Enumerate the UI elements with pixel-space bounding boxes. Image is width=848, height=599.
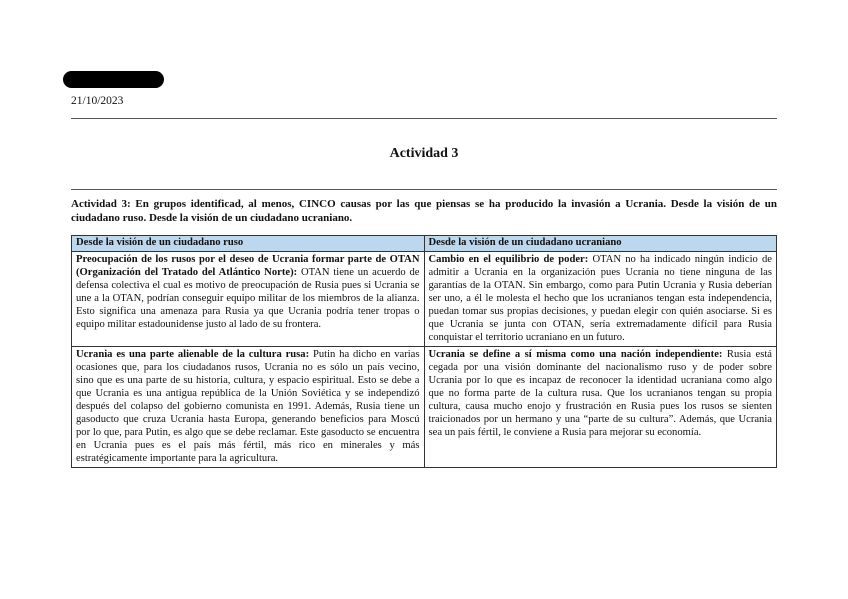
document-date: 21/10/2023 (71, 95, 124, 107)
cell-text: OTAN tiene un acuerdo de defensa colectiva el cual es motivo de preocupación de Rusia pues si Ucrania se une a la OTAN, podrían conseguir equipo militar de los miembros de la alianza. Esto significa una amenaza para Rusia ya que Ucrania podría tener tropas o equipo militar estadounidense justo al lado de su frontera. (76, 267, 420, 330)
table-cell (72, 252, 425, 347)
cell-title: Ucrania se define a sí misma como una nación independiente: (428, 349, 723, 360)
cell-text: OTAN no ha indicado ningún indicio de admitir a Ucrania en la organización pues Ucrania no tiene ninguna de las garantías de la OTAN. Sin embargo, como para Putin Ucrania y Rusia deberían ser uno, a él le molesta el hecho que los ucranianos tengan esta independencia, puedan tomar sus propias decisiones, y puedan elegir con quién asociarse. Si es que Ucrania se junta con OTAN, sería extremadamente difícil para Rusia conquistar el territorio ucraniano en un futuro. (428, 254, 772, 343)
table-row (72, 347, 777, 468)
table-row (72, 252, 777, 347)
table-cell (424, 252, 777, 347)
cell-text: Rusia está cegada por una visión dominante del nacionalismo ruso y de poder sobre Ucrania por lo que es incapaz de reconocer la identidad ucraniana como algo que no forma parte de la cultura rusa. Que los ucranianos tengan su propia cultura, causa mucho enojo y frustración en Rusia pues los rusos se sienten traicionados por un hermano y una “parte de su cultura”. Además, que Ucrania sea un país fértil, le conviene a Rusia para mejorar su economía. (428, 349, 772, 438)
page-title: Actividad 3 (389, 146, 459, 161)
redacted-name (63, 71, 164, 88)
cell-text: Putin ha dicho en varias ocasiones que, para los ciudadanos rusos, Ucrania no es sólo un país vecino, sino que es una parte de su historia, cultura, y espacio espiritual. Esto se debe a que Ucrania es una antigua república de la Unión Soviética y se independizó después del colapso del gobierno comunista en 1991. Además, Rusia tiene un gasoducto que cruza Ucrania hasta Europa, generando beneficios para Moscú por lo que, para Putin, es algo que se debe reclamar. Este gasoducto se encuentra en Ucrania pues es el país más fértil, más rico en minerales y más estratégicamente importante para la agricultura. (76, 349, 420, 464)
cell-title: Ucrania es una parte alienable de la cultura rusa: (76, 349, 310, 360)
title-divider (71, 189, 777, 190)
cell-title: Cambio en el equilibrio de poder: (428, 254, 589, 265)
column-header-ukrainian: Desde la visión de un ciudadano ucraniano (424, 236, 777, 252)
header-divider (71, 118, 777, 119)
table-header-row (72, 236, 777, 252)
column-header-russian: Desde la visión de un ciudadano ruso (72, 236, 425, 252)
comparison-table (71, 235, 777, 468)
activity-instructions: Actividad 3: En grupos identificad, al menos, CINCO causas por las que piensas se ha producido la invasión a Ucrania. Desde la visión de un ciudadano ruso. Desde la visión de un ciudadano ucraniano. (71, 198, 777, 224)
table-cell (424, 347, 777, 468)
cell-title: Preocupación de los rusos por el deseo de Ucrania formar parte de OTAN (Organización del Tratado del Atlántico Norte): (76, 254, 420, 278)
table-cell (72, 347, 425, 468)
